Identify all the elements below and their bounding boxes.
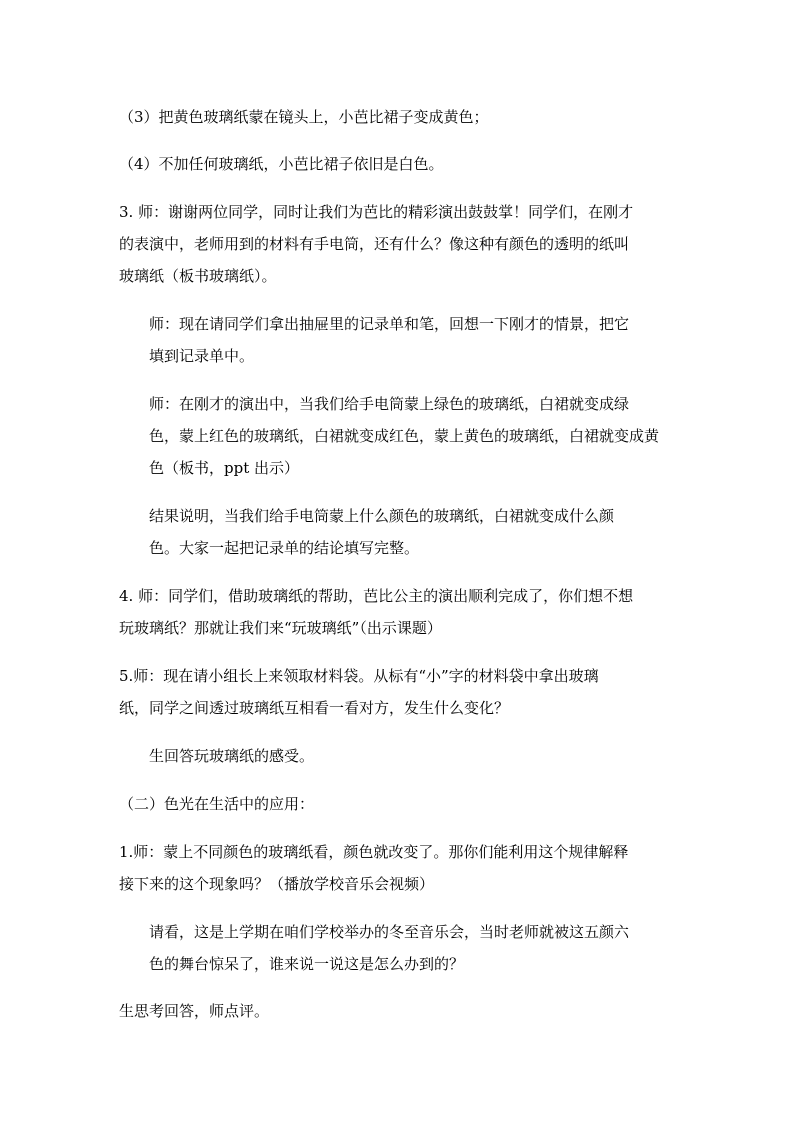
text-line: 色，蒙上红色的玻璃纸，白裙就变成红色，蒙上黄色的玻璃纸，白裙就变成黄 xyxy=(149,427,660,445)
paragraph-performance xyxy=(119,388,679,484)
text-line: 填到记录单中。 xyxy=(149,347,255,365)
paragraph-student-answer xyxy=(119,740,679,772)
paragraph-teacher-4 xyxy=(119,580,679,644)
text-line: 纸，同学之间透过玻璃纸互相看一看对方，发生什么变化？ xyxy=(119,699,510,717)
paragraph-record-sheet xyxy=(119,308,679,372)
text-line: 师：在刚才的演出中，当我们给手电筒蒙上绿色的玻璃纸，白裙就变成绿 xyxy=(149,395,630,413)
text-line: 生回答玩玻璃纸的感受。 xyxy=(149,747,315,765)
text-line: 接下来的这个现象吗？（播放学校音乐会视频） xyxy=(119,875,435,893)
text-line: 生思考回答，师点评。 xyxy=(119,1002,270,1020)
text-line: 5.师：现在请小组长上来领取材料袋。从标有“小”字的材料袋中拿出玻璃 xyxy=(119,667,599,685)
section-heading-applications xyxy=(119,788,679,820)
paragraph-step-3 xyxy=(119,101,679,133)
text-line: 色的舞台惊呆了，谁来说一说这是怎么办到的？ xyxy=(149,955,465,973)
text-line: 玻璃纸（板书玻璃纸）。 xyxy=(119,267,277,285)
paragraph-teacher-1 xyxy=(119,836,679,900)
text-line: （3）把黄色玻璃纸蒙在镜头上，小芭比裙子变成黄色； xyxy=(119,108,489,126)
paragraph-student-think xyxy=(119,995,679,1027)
text-line: 1.师：蒙上不同颜色的玻璃纸看，颜色就改变了。那你们能利用这个规律解释 xyxy=(119,843,629,861)
text-line: 玩玻璃纸？那就让我们来“玩玻璃纸”（出示课题） xyxy=(119,619,442,637)
text-line: 色。大家一起把记录单的结论填写完整。 xyxy=(149,539,420,557)
paragraph-teacher-5 xyxy=(119,660,679,724)
text-line: 的表演中，老师用到的材料有手电筒，还有什么？像这种有颜色的透明的纸叫 xyxy=(119,235,630,253)
paragraph-step-4 xyxy=(119,148,679,180)
paragraph-teacher-3 xyxy=(119,196,679,292)
text-line: 结果说明，当我们给手电筒蒙上什么颜色的玻璃纸，白裙就变成什么颜 xyxy=(149,507,615,525)
text-line: 3. 师：谢谢两位同学，同时让我们为芭比的精彩演出鼓鼓掌！同学们，在刚才 xyxy=(119,203,634,221)
paragraph-result xyxy=(119,500,679,564)
text-line: 师：现在请同学们拿出抽屉里的记录单和笔，回想一下刚才的情景，把它 xyxy=(149,315,630,333)
text-line: 4. 师：同学们，借助玻璃纸的帮助，芭比公主的演出顺利完成了，你们想不想 xyxy=(119,587,634,605)
text-line: （二）色光在生活中的应用： xyxy=(119,795,315,813)
text-line: 色（板书，ppt 出示） xyxy=(149,459,300,477)
text-line: 请看，这是上学期在咱们学校举办的冬至音乐会，当时老师就被这五颜六 xyxy=(149,923,630,941)
text-line: （4）不加任何玻璃纸，小芭比裙子依旧是白色。 xyxy=(119,155,444,173)
paragraph-concert xyxy=(119,916,679,980)
